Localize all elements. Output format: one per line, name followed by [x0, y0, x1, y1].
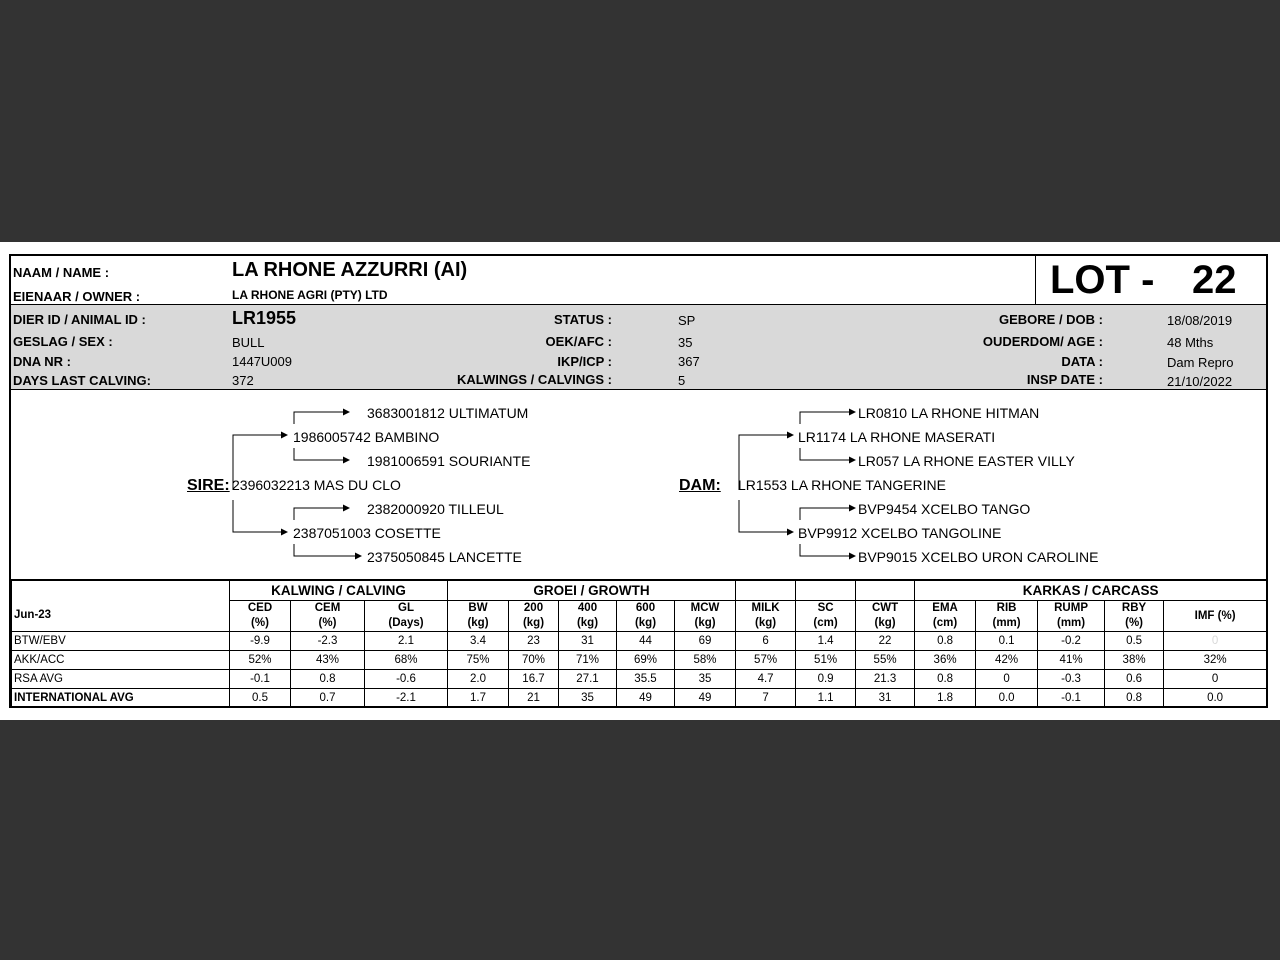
table-cell: 49 — [675, 689, 736, 708]
data-label: DATA : — [1061, 354, 1103, 369]
table-cell: -0.3 — [1038, 670, 1105, 689]
column-header — [856, 601, 915, 632]
table-cell: 0.8 — [291, 670, 365, 689]
lot-card — [9, 254, 1268, 708]
table-cell: -0.1 — [1038, 689, 1105, 708]
insp-date-value: 21/10/2022 — [1167, 374, 1233, 389]
sire-dam-dam: 2375050845 LANCETTE — [367, 549, 522, 565]
afc-label: OEK/AFC : — [545, 334, 612, 349]
column-header-name: 600 — [635, 602, 656, 614]
name-owner-header — [11, 256, 1266, 305]
age-value: 48 Mths — [1167, 335, 1214, 350]
column-header — [796, 601, 856, 632]
column-header-name: MCW — [690, 602, 720, 614]
sire: 2396032213 MAS DU CLO — [232, 477, 401, 493]
data-value: Dam Repro — [1167, 355, 1234, 370]
column-header-name: GL — [398, 602, 414, 614]
column-header-name: BW — [468, 602, 488, 614]
afc-value: 35 — [678, 335, 693, 350]
column-header — [291, 601, 365, 632]
table-cell: 3.4 — [448, 632, 509, 651]
table-cell: 0.5 — [1105, 632, 1164, 651]
column-header-name: EMA — [932, 602, 958, 614]
column-header — [509, 601, 559, 632]
column-header-name: RUMP — [1054, 602, 1088, 614]
column-header-name: SC — [817, 602, 834, 614]
animal-id-value: LR1955 — [232, 308, 297, 328]
row-label: AKK/ACC — [12, 651, 230, 670]
column-header-unit: (%) — [318, 617, 337, 629]
table-cell: 7 — [736, 689, 796, 708]
table-cell: 0 — [1164, 670, 1267, 689]
table-cell: 6 — [736, 632, 796, 651]
table-cell: 21.3 — [856, 670, 915, 689]
column-header — [675, 601, 736, 632]
table-cell: 44 — [617, 632, 675, 651]
sire-sire: 1986005742 BAMBINO — [293, 429, 440, 445]
sire-label: SIRE: — [187, 477, 230, 494]
column-header-name: MILK — [751, 602, 780, 614]
column-header-name: CED — [247, 602, 273, 614]
table-cell: 1.8 — [915, 689, 976, 708]
lot-number: 22 — [1192, 258, 1237, 302]
table-cell: 51% — [796, 651, 856, 670]
column-header — [1164, 601, 1267, 632]
sex-label: GESLAG / SEX : — [13, 334, 113, 349]
table-cell: 21 — [509, 689, 559, 708]
table-cell: -0.1 — [230, 670, 291, 689]
lot-box — [1035, 256, 1267, 304]
age-label: OUDERDOM/ AGE : — [982, 334, 1103, 349]
column-header-unit: (kg) — [576, 617, 599, 629]
column-header — [915, 601, 976, 632]
dam-dam-dam: BVP9015 XCELBO URON CAROLINE — [858, 549, 1099, 565]
table-cell: 2.1 — [365, 632, 448, 651]
days-label: DAYS LAST CALVING: — [13, 373, 151, 388]
name-label: NAAM / NAME : — [13, 265, 110, 280]
table-cell: 70% — [509, 651, 559, 670]
table-cell: 2.0 — [448, 670, 509, 689]
table-cell: 68% — [365, 651, 448, 670]
sire-sire-dam: 1981006591 SOURIANTE — [367, 453, 531, 469]
table-cell: 4.7 — [736, 670, 796, 689]
animal-id-label: DIER ID / ANIMAL ID : — [13, 312, 146, 327]
table-cell: 27.1 — [559, 670, 617, 689]
table-cell: 31 — [559, 632, 617, 651]
dam-sire-dam: LR057 LA RHONE EASTER VILLY — [858, 453, 1075, 469]
column-header-name: 400 — [577, 602, 598, 614]
column-header — [365, 601, 448, 632]
column-header-row — [12, 601, 1267, 632]
lot-label: LOT - — [1050, 258, 1155, 302]
group-header-row — [12, 581, 1267, 601]
table-cell: 43% — [291, 651, 365, 670]
table-cell: -2.1 — [365, 689, 448, 708]
table-cell: 22 — [856, 632, 915, 651]
table-cell: 1.7 — [448, 689, 509, 708]
table-cell: 16.7 — [509, 670, 559, 689]
table-cell: 38% — [1105, 651, 1164, 670]
calvings-label: KALWINGS / CALVINGS : — [456, 372, 612, 387]
column-header — [617, 601, 675, 632]
table-cell: 57% — [736, 651, 796, 670]
performance-table — [11, 580, 1266, 708]
column-header-unit: (cm) — [932, 617, 958, 629]
days-value: 372 — [232, 373, 254, 388]
column-header — [736, 601, 796, 632]
column-header-unit: (cm) — [813, 617, 838, 629]
dam-sire: LR1174 LA RHONE MASERATI — [798, 429, 996, 445]
table-cell: 0 — [976, 670, 1038, 689]
table-cell: -0.2 — [1038, 632, 1105, 651]
icp-value: 367 — [678, 354, 700, 369]
dam-dam-sire: BVP9454 XCELBO TANGO — [858, 501, 1031, 517]
column-header — [559, 601, 617, 632]
table-cell: 58% — [675, 651, 736, 670]
table-cell: 1.4 — [796, 632, 856, 651]
table-cell: 0.6 — [1105, 670, 1164, 689]
column-header — [976, 601, 1038, 632]
dam-dam: BVP9912 XCELBO TANGOLINE — [798, 525, 1002, 541]
column-header-name: 200 — [523, 602, 544, 614]
table-cell: 0.8 — [915, 632, 976, 651]
row-label: INTERNATIONAL AVG — [12, 689, 230, 708]
table-cell: 0.7 — [291, 689, 365, 708]
table-cell: 1.1 — [796, 689, 856, 708]
table-cell: 49 — [617, 689, 675, 708]
table-cell: 35 — [675, 670, 736, 689]
table-cell: 36% — [915, 651, 976, 670]
row-label: BTW/EBV — [12, 632, 230, 651]
table-cell: 69% — [617, 651, 675, 670]
table-cell: -0.6 — [365, 670, 448, 689]
table-cell: 31 — [856, 689, 915, 708]
table-cell: -2.3 — [291, 632, 365, 651]
table-row — [12, 632, 1267, 651]
column-header — [1105, 601, 1164, 632]
table-cell: 0.8 — [1105, 689, 1164, 708]
column-header-unit: (Days) — [388, 617, 424, 629]
column-header — [448, 601, 509, 632]
column-header-unit: (%) — [251, 617, 269, 629]
period-cell: Jun-23 — [12, 601, 230, 632]
sire-dam: 2387051003 COSETTE — [293, 525, 441, 541]
column-header-unit: (mm) — [1057, 617, 1086, 629]
calvings-value: 5 — [678, 373, 686, 388]
table-cell: 0.9 — [796, 670, 856, 689]
calving-group: KALWING / CALVING — [230, 581, 448, 601]
table-row — [12, 670, 1267, 689]
column-header-unit: (kg) — [874, 617, 896, 629]
table-cell: 0.5 — [230, 689, 291, 708]
icp-label: IKP/ICP : — [557, 354, 612, 369]
column-header-unit: (kg) — [522, 617, 545, 629]
pedigree — [11, 390, 1266, 580]
owner-name: LA RHONE AGRI (PTY) LTD — [232, 288, 388, 302]
column-header — [230, 601, 291, 632]
column-header-name: CWT — [871, 602, 899, 614]
column-header — [1038, 601, 1105, 632]
row-label: RSA AVG — [12, 670, 230, 689]
table-row — [12, 651, 1267, 670]
insp-date-label: INSP DATE : — [1026, 372, 1103, 387]
status-label: STATUS : — [553, 312, 612, 327]
owner-label: EIENAAR / OWNER : — [13, 289, 141, 304]
table-cell: 0.0 — [976, 689, 1038, 708]
table-cell: 35 — [559, 689, 617, 708]
column-header-unit: (kg) — [694, 617, 716, 629]
table-cell: 23 — [509, 632, 559, 651]
table-cell: 32% — [1164, 651, 1267, 670]
column-header-unit: (kg) — [634, 617, 657, 629]
dna-value: 1447U009 — [232, 354, 292, 369]
carcass-group: KARKAS / CARCASS — [915, 581, 1267, 601]
dam-sire-sire: LR0810 LA RHONE HITMAN — [858, 405, 1040, 421]
animal-name: LA RHONE AZZURRI (AI) — [232, 259, 468, 281]
column-header-name: CEM — [314, 602, 341, 614]
table-cell: 75% — [448, 651, 509, 670]
table-cell: 42% — [976, 651, 1038, 670]
table-cell: 55% — [856, 651, 915, 670]
sire-dam-sire: 2382000920 TILLEUL — [367, 501, 504, 517]
column-header-unit: (kg) — [467, 617, 489, 629]
column-header-unit: (mm) — [992, 617, 1021, 629]
table-cell: 69 — [675, 632, 736, 651]
table-cell: 52% — [230, 651, 291, 670]
sire-sire-sire: 3683001812 ULTIMATUM — [367, 405, 529, 421]
dna-label: DNA NR : — [13, 354, 72, 369]
column-header-unit: (%) — [1125, 617, 1143, 629]
growth-group: GROEI / GROWTH — [448, 581, 736, 601]
sex-value: BULL — [232, 335, 265, 350]
table-cell: 0.1 — [976, 632, 1038, 651]
status-value: SP — [678, 313, 696, 328]
table-cell: 35.5 — [617, 670, 675, 689]
table-cell: 0.0 — [1164, 689, 1267, 708]
column-header-name: IMF (%) — [1194, 609, 1236, 622]
dam: LR1553 LA RHONE TANGERINE — [738, 477, 947, 493]
dob-value: 18/08/2019 — [1167, 313, 1233, 328]
dob-label: GEBORE / DOB : — [998, 312, 1103, 327]
column-header-name: RBY — [1121, 602, 1147, 614]
table-cell: 0 — [1164, 632, 1267, 651]
column-header-name: RIB — [996, 602, 1017, 614]
table-cell: -9.9 — [230, 632, 291, 651]
table-cell: 0.8 — [915, 670, 976, 689]
catalogue-sheet — [0, 242, 1280, 720]
table-cell: 71% — [559, 651, 617, 670]
table-row — [12, 689, 1267, 708]
dam-label: DAM: — [679, 477, 721, 494]
animal-info — [11, 305, 1266, 390]
column-header-unit: (kg) — [755, 617, 777, 629]
table-cell: 41% — [1038, 651, 1105, 670]
